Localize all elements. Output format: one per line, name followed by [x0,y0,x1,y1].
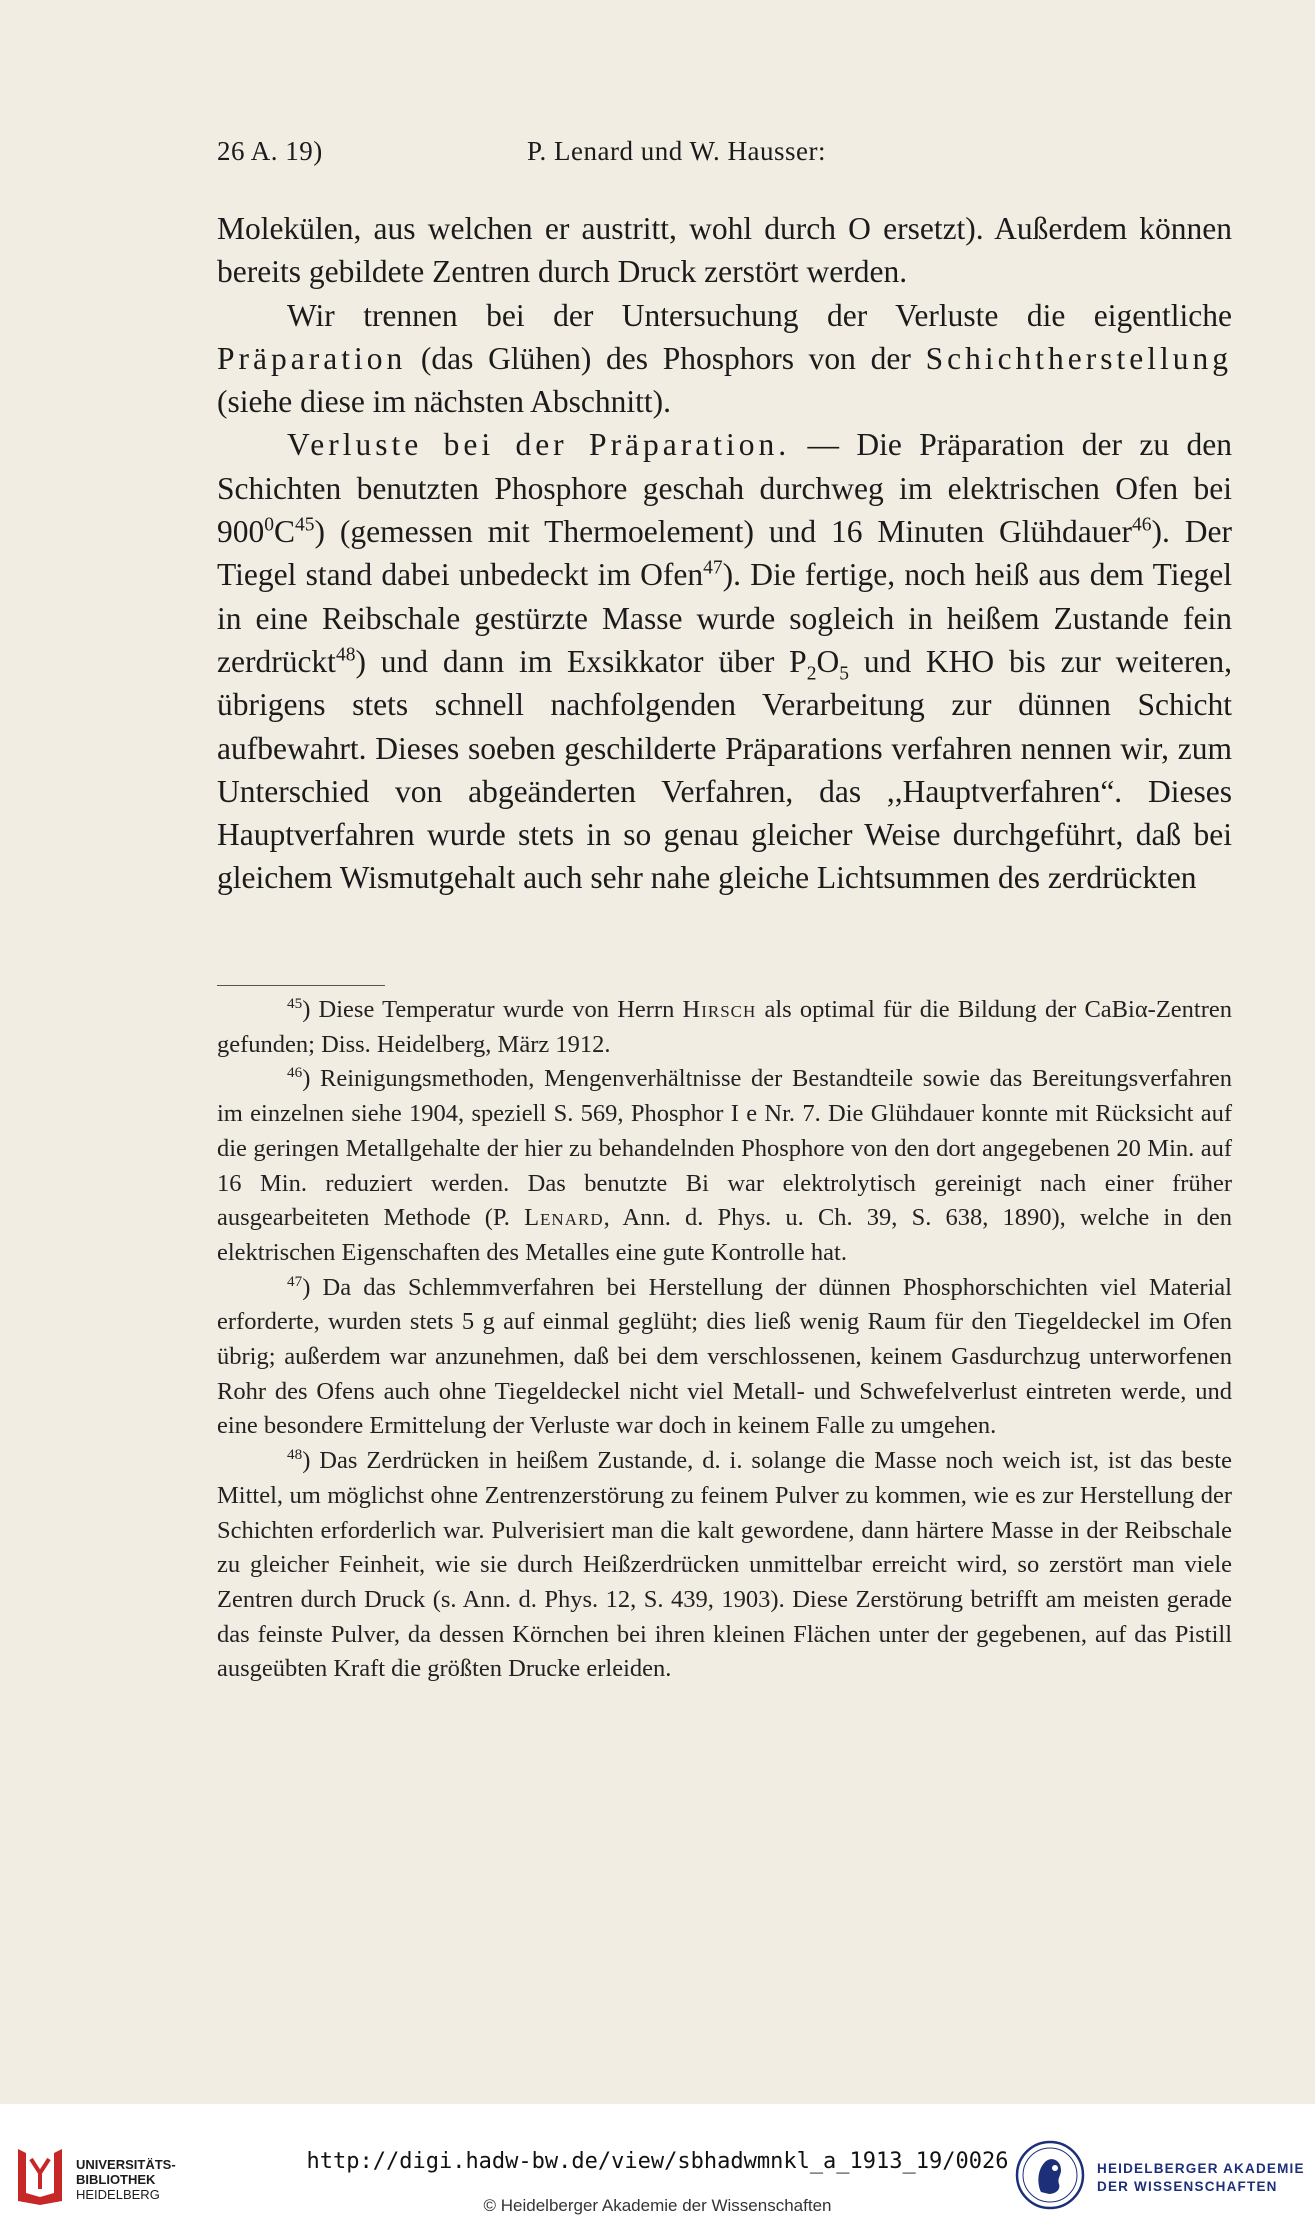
section-heading: Verluste bei der Präparation. [287,427,791,463]
paragraph-3 [217,423,1232,899]
footnote-ref-46[interactable]: 46 [1132,514,1152,536]
library-name-line-3: HEIDELBERG [76,2187,160,2202]
footnote-number: 46 [287,1064,303,1082]
footnote-ref-48[interactable]: 48 [335,644,356,666]
paragraph-2-text-e: (siehe diese im nächsten Abschnitt). [217,384,672,420]
subscript-5: 5 [839,663,849,685]
subscript-2: 2 [806,663,817,685]
paragraph-3-text-c: ) (gemessen mit Thermoelement) und 16 Minuten Glühdauer [314,514,1132,550]
academy-seal-icon [1015,2140,1085,2210]
library-name-line-2: BIBLIOTHEK [76,2172,156,2187]
degree-mark: 0 [264,514,275,536]
page-reference: 26 A. 19) [217,136,323,166]
paragraph-3-text-b: C [274,514,296,550]
footnote-text: ) Da das Schlemmverfahren bei Herstellung der dünnen Phosphorschichten viel Material erforderte, wurden stets 5 g auf einmal geglüht; dies ließ wenig Raum für den Tiegeldeckel im Ofen übrig; außerdem war anzunehmen, daß bei dem verschlossenen, keinem Gasdurchzug unterworfenen Rohr des Ofens auch ohne Tiegeldeckel nicht viel Metall- und Schwefelverlust eintreten werde, und eine besondere Ermittelung der Verluste war doch in keinem Falle zu umgehen. [217,1273,1232,1440]
author-name-hirsch: Hirsch [682,996,757,1023]
emphasis-praeparation: Präparation [217,340,407,376]
footnote-47 [217,1271,1232,1445]
footnotes [217,993,1232,1687]
paragraph-3-text-h: und KHO bis zur weiteren, übrigens stets schnell nachfolgenden Verarbeitung zur dünnen Schicht aufbewahrt. Dieses soeben geschilderte Präparations verfahren nennen wir, zum Unterschied von abgeänderten Verfahren, das ,,Hauptverfahren“. Dieses Hauptverfahren wurde stets in so genau gleicher Weise durchgeführt, daß bei gleichem Wismutgehalt auch sehr nahe gleiche Lichtsummen des zerdrückten [217,643,1232,896]
footnote-text: als optimal für die Bildung der CaBiα-Zentren gefunden; Diss. Heidelberg, März 1912. [217,996,1233,1058]
footnote-45 [217,993,1232,1062]
academy-name [1097,2160,1305,2196]
footnote-text: ) Diese Temperatur wurde von Herrn [302,996,683,1023]
paragraph-3-text-f: ) und dann im Exsikkator über P [355,643,807,679]
emphasis-schichtherstellung: Schichtherstellung [925,340,1233,376]
paragraph-3-text-e: ). Die fertige, noch heiß aus dem Tiegel in eine Reibschale gestürzte Masse wurde sogleich in heißem Zustande fein zerdrückt [217,557,1232,679]
paragraph-3-text-a: — Die Präparation der zu den Schichten benutzten Phosphore geschah durchweg im elektrischen Ofen bei 900 [217,427,1232,550]
body-text [217,207,1232,900]
paragraph-2-text-a: Wir trennen bei der Untersuchung der Verluste die eigentliche [287,297,1232,333]
paragraph-1: Molekülen, aus welchen er austritt, wohl durch O ersetzt). Außerdem können bereits gebildete Zentren durch Druck zerstört werden. [217,211,1232,290]
paragraph-2-text-c: (das Glühen) des Phosphors von der [406,340,911,376]
footnote-text: , Ann. d. Phys. u. Ch. 39, S. 638, 1890), welche in den elektrischen Eigenschaften des Metalles eine gute Kontrolle hat. [217,1204,1232,1266]
footnote-ref-47[interactable]: 47 [703,557,723,579]
footnote-text: ) Reinigungsmethoden, Mengenverhältnisse der Bestandteile sowie das Bereitungsverfahren im einzelnen siehe 1904, speziell S. 569, Phosphor I e Nr. 7. Die Glühdauer konnte mit Rücksicht auf die geringen Metallgehalte der hier zu behandelnden Phosphore von den dort angegebenen 20 Min. auf 16 Min. reduziert werden. Das benutzte Bi war elektrolytisch gereinigt nach einer früher ausgearbeiteten Methode (P. [217,1065,1232,1232]
academy-name-line-2: DER WISSENSCHAFTEN [1097,2179,1278,2194]
academy-name-line-1: HEIDELBERGER AKADEMIE [1097,2161,1305,2176]
footnote-divider [217,985,385,986]
footnote-ref-45[interactable]: 45 [295,514,315,536]
author-name-lenard: Lenard [524,1204,604,1232]
footnote-text: ) Das Zerdrücken in heißem Zustande, d. i. solange die Masse noch weich ist, ist das beste Mittel, um möglichst ohne Zentrenzerstörung zu feinem Pulver zu kommen, wie es zur Herstellung der Schichten erforderlich war. Pulverisiert man die kalt gewordene, dann härtere Masse in der Reibschale zu gleicher Feinheit, wie sie durch Heißzerdrücken unmittelbar erreicht wird, so zerstört man viele Zentren durch Druck (s. Ann. d. Phys. 12, S. 439, 1903). Diese Zerstörung betrifft am meisten gerade das feinste Pulver, da dessen Körnchen bei ihren kleinen Flächen unter der gegebenen, auf das Pistill ausgeübten Kraft die größten Drucke erleiden. [217,1447,1232,1683]
footnote-number: 48 [287,1445,303,1463]
footnote-number: 45 [287,994,303,1012]
library-name-line-1: UNIVERSITÄTS- [76,2157,176,2172]
footnote-number: 47 [287,1272,303,1290]
copyright-notice: © Heidelberger Akademie der Wissenschaften [483,2196,832,2215]
footnote-46 [217,1062,1232,1270]
paragraph-3-text-g: O [816,643,840,679]
running-title: P. Lenard und W. Hausser: [527,136,826,166]
source-url-link[interactable]: http://digi.hadw-bw.de/view/sbhadwmnkl_a_1913_19/0026 [306,2149,1009,2174]
paragraph-3-text-d: ). Der Tiegel stand dabei unbedeckt im Ofen [217,514,1232,593]
footnote-48 [217,1444,1232,1687]
paragraph-2 [217,294,1232,424]
